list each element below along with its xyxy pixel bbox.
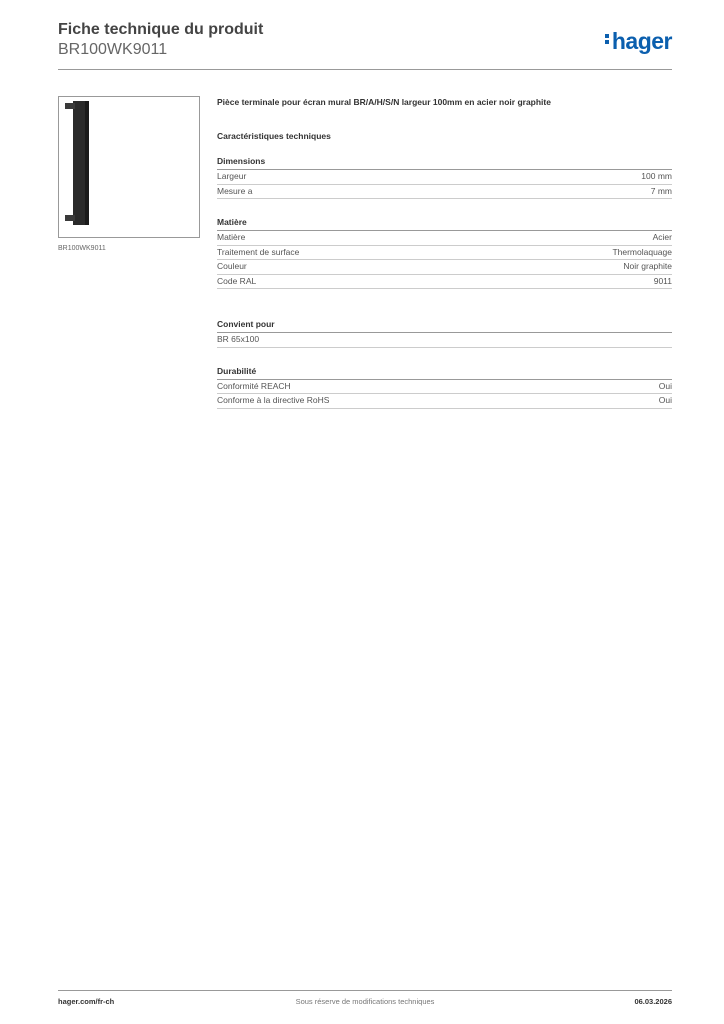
- spec-row: [217, 394, 672, 409]
- section-compatible-with: [217, 319, 672, 348]
- footer-divider: [58, 990, 672, 991]
- spec-row: [217, 380, 672, 395]
- footer-date: 06.03.2026: [634, 997, 672, 1006]
- spec-row: [217, 170, 672, 185]
- spec-value: 100 mm: [641, 171, 672, 181]
- spec-value: Noir graphite: [623, 261, 672, 271]
- section-title: Durabilité: [217, 366, 672, 380]
- end-piece-image-icon: [59, 97, 199, 237]
- section-dimensions: [217, 156, 672, 199]
- section-title: Dimensions: [217, 156, 672, 170]
- spec-row: [217, 260, 672, 275]
- spec-label: Mesure a: [217, 185, 253, 196]
- spec-value: 7 mm: [650, 185, 672, 196]
- spec-value: 9011: [653, 275, 672, 286]
- spec-label: Couleur: [217, 261, 247, 271]
- spec-label: Code RAL: [217, 275, 257, 286]
- header-divider: [58, 69, 672, 70]
- spec-label: Matière: [217, 232, 246, 242]
- product-image: [58, 96, 200, 238]
- product-code: BR100WK9011: [58, 41, 168, 58]
- spec-value: Oui: [658, 380, 672, 391]
- image-caption: BR100WK9011: [58, 245, 106, 252]
- technical-characteristics-heading: Caractéristiques techniques: [217, 131, 331, 141]
- spec-label: Traitement de surface: [217, 246, 300, 257]
- spec-row: [217, 231, 672, 246]
- footer-website-link[interactable]: hager.com/fr-ch: [58, 997, 115, 1006]
- page-header: [58, 20, 672, 70]
- section-title: Convient pour: [217, 319, 672, 333]
- spec-row: [217, 246, 672, 261]
- spec-value: Thermolaquage: [612, 246, 672, 257]
- spec-row: [217, 333, 672, 348]
- page-footer: [58, 997, 672, 1009]
- spec-label: Conformité REACH: [217, 380, 291, 391]
- spec-label: BR 65x100: [217, 334, 260, 344]
- section-durability: [217, 366, 672, 409]
- spec-label: Conforme à la directive RoHS: [217, 395, 330, 405]
- footer-notice: Sous réserve de modifications techniques: [295, 997, 435, 1006]
- hager-logo: [605, 28, 672, 55]
- logo-text: hager: [611, 28, 672, 54]
- logo-dots-icon: [605, 32, 610, 46]
- spec-label: Largeur: [217, 171, 247, 181]
- spec-value: Oui: [658, 395, 672, 405]
- section-title: Matière: [217, 217, 672, 231]
- document-title: Fiche technique du produit: [58, 21, 264, 38]
- section-material: [217, 217, 672, 289]
- spec-value: Acier: [652, 232, 672, 242]
- spec-row: [217, 275, 672, 290]
- product-details: [217, 96, 672, 427]
- product-description: Pièce terminale pour écran mural BR/A/H/S/N largeur 100mm en acier noir graphite: [217, 97, 551, 107]
- spec-row: [217, 185, 672, 200]
